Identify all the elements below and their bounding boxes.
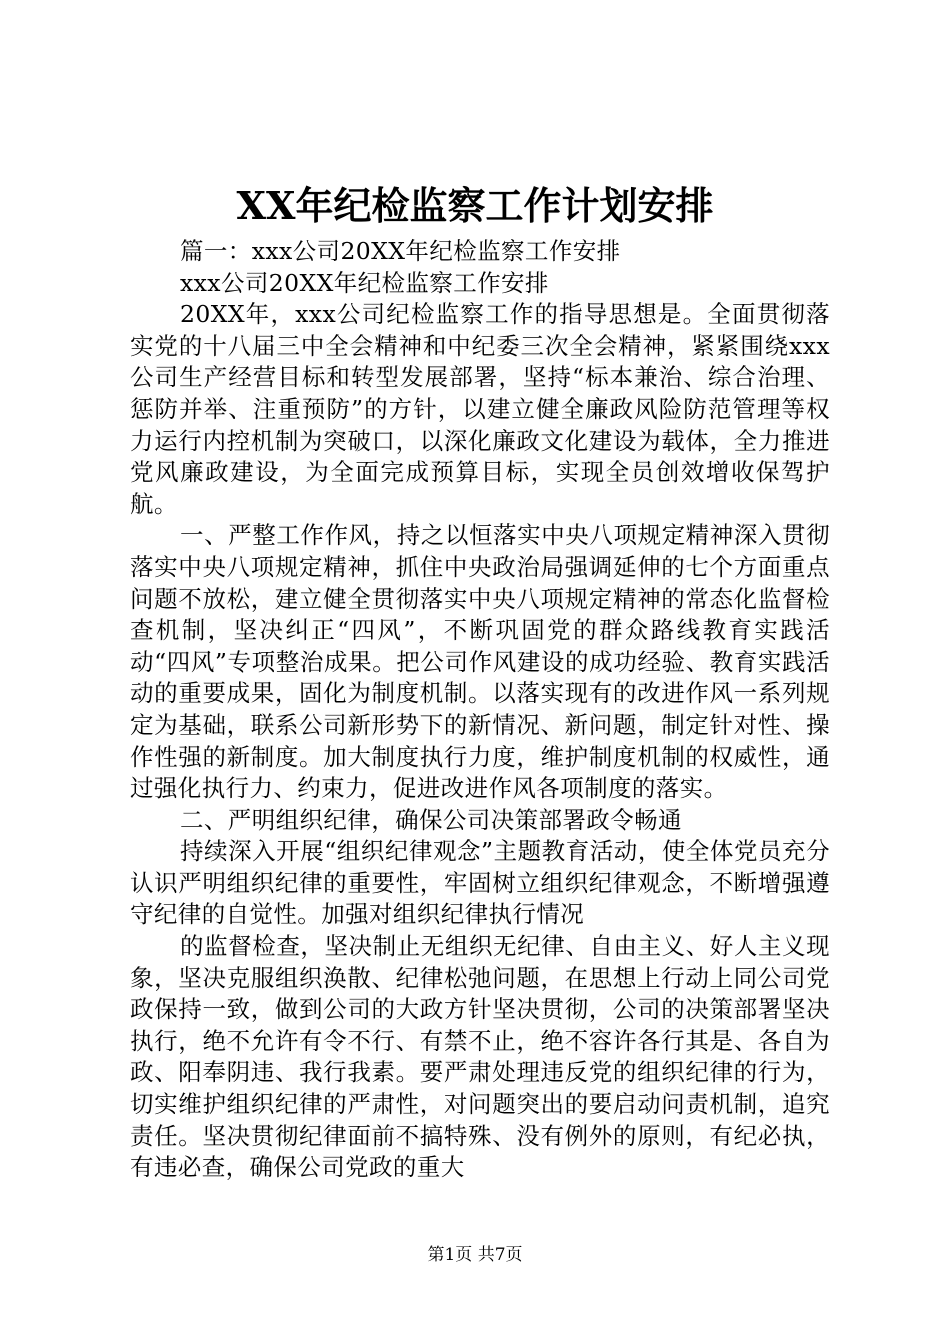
paragraph-item-two-heading: 二、严明组织纪律，确保公司决策部署政令畅通 — [180, 805, 682, 834]
paragraph-guiding-thought: 20XX年，xxx公司纪检监察工作的指导思想是。全面贯彻落实党的十八届三中全会精神和中纪委三次全会精神，紧紧围绕xxx公司生产经营目标和转型发展部署，坚持“标本兼治、综合治理、惩防并举、注重预防”的方针，以建立健全廉政风险防范管理等权力运行内控机制为突破口，以深化廉政文化建设为载体，全力推进党风廉政建设，为全面完成预算目标，实现全员创效增收保驾护航。 — [130, 300, 830, 518]
paragraph-section-heading: 篇一：xxx公司20XX年纪检监察工作安排 — [180, 237, 621, 265]
page-footer: 第1页 共7页 — [427, 1245, 523, 1265]
paragraph-item-two-continued: 的监督检查，坚决制止无组织无纪律、自由主义、好人主义现象，坚决克服组织涣散、纪律松弛问题，在思想上行动上同公司党政保持一致，做到公司的大政方针坚决贯彻，公司的决策部署坚决执行，绝不允许有令不行、有禁不止，绝不容许各行其是、各自为政、阳奉阴违、我行我素。要严肃处理违反党的组织纪律的行为，切实维护组织纪律的严肃性，对问题突出的要启动问责机制，追究责任。坚决贯彻纪律面前不搞特殊、没有例外的原则，有纪必执，有违必查，确保公司党政的重大 — [130, 932, 830, 1182]
document-body — [130, 236, 830, 1184]
document-title: XX年纪检监察工作计划安排 — [236, 183, 714, 228]
paragraph-subtitle: xxx公司20XX年纪检监察工作安排 — [180, 268, 549, 297]
paragraph-item-one: 一、严整工作作风，持之以恒落实中央八项规定精神深入贯彻落实中央八项规定精神，抓住中央政治局强调延伸的七个方面重点问题不放松，建立健全贯彻落实中央八项规定精神的常态化监督检查机制，坚决纠正“四风”，不断巩固党的群众路线教育实践活动“四风”专项整治成果。把公司作风建设的成功经验、教育实践活动的重要成果，固化为制度机制。以落实现有的改进作风一系列规定为基础，联系公司新形势下的新情况、新问题，制定针对性、操作性强的新制度。加大制度执行力度，维护制度机制的权威性，通过强化执行力、约束力，促进改进作风各项制度的落实。 — [130, 521, 830, 803]
paragraph-item-two-body: 持续深入开展“组织纪律观念”主题教育活动，使全体党员充分认识严明组织纪律的重要性，牢固树立组织纪律观念，不断增强遵守纪律的自觉性。加强对组织纪律执行情况 — [130, 837, 830, 929]
